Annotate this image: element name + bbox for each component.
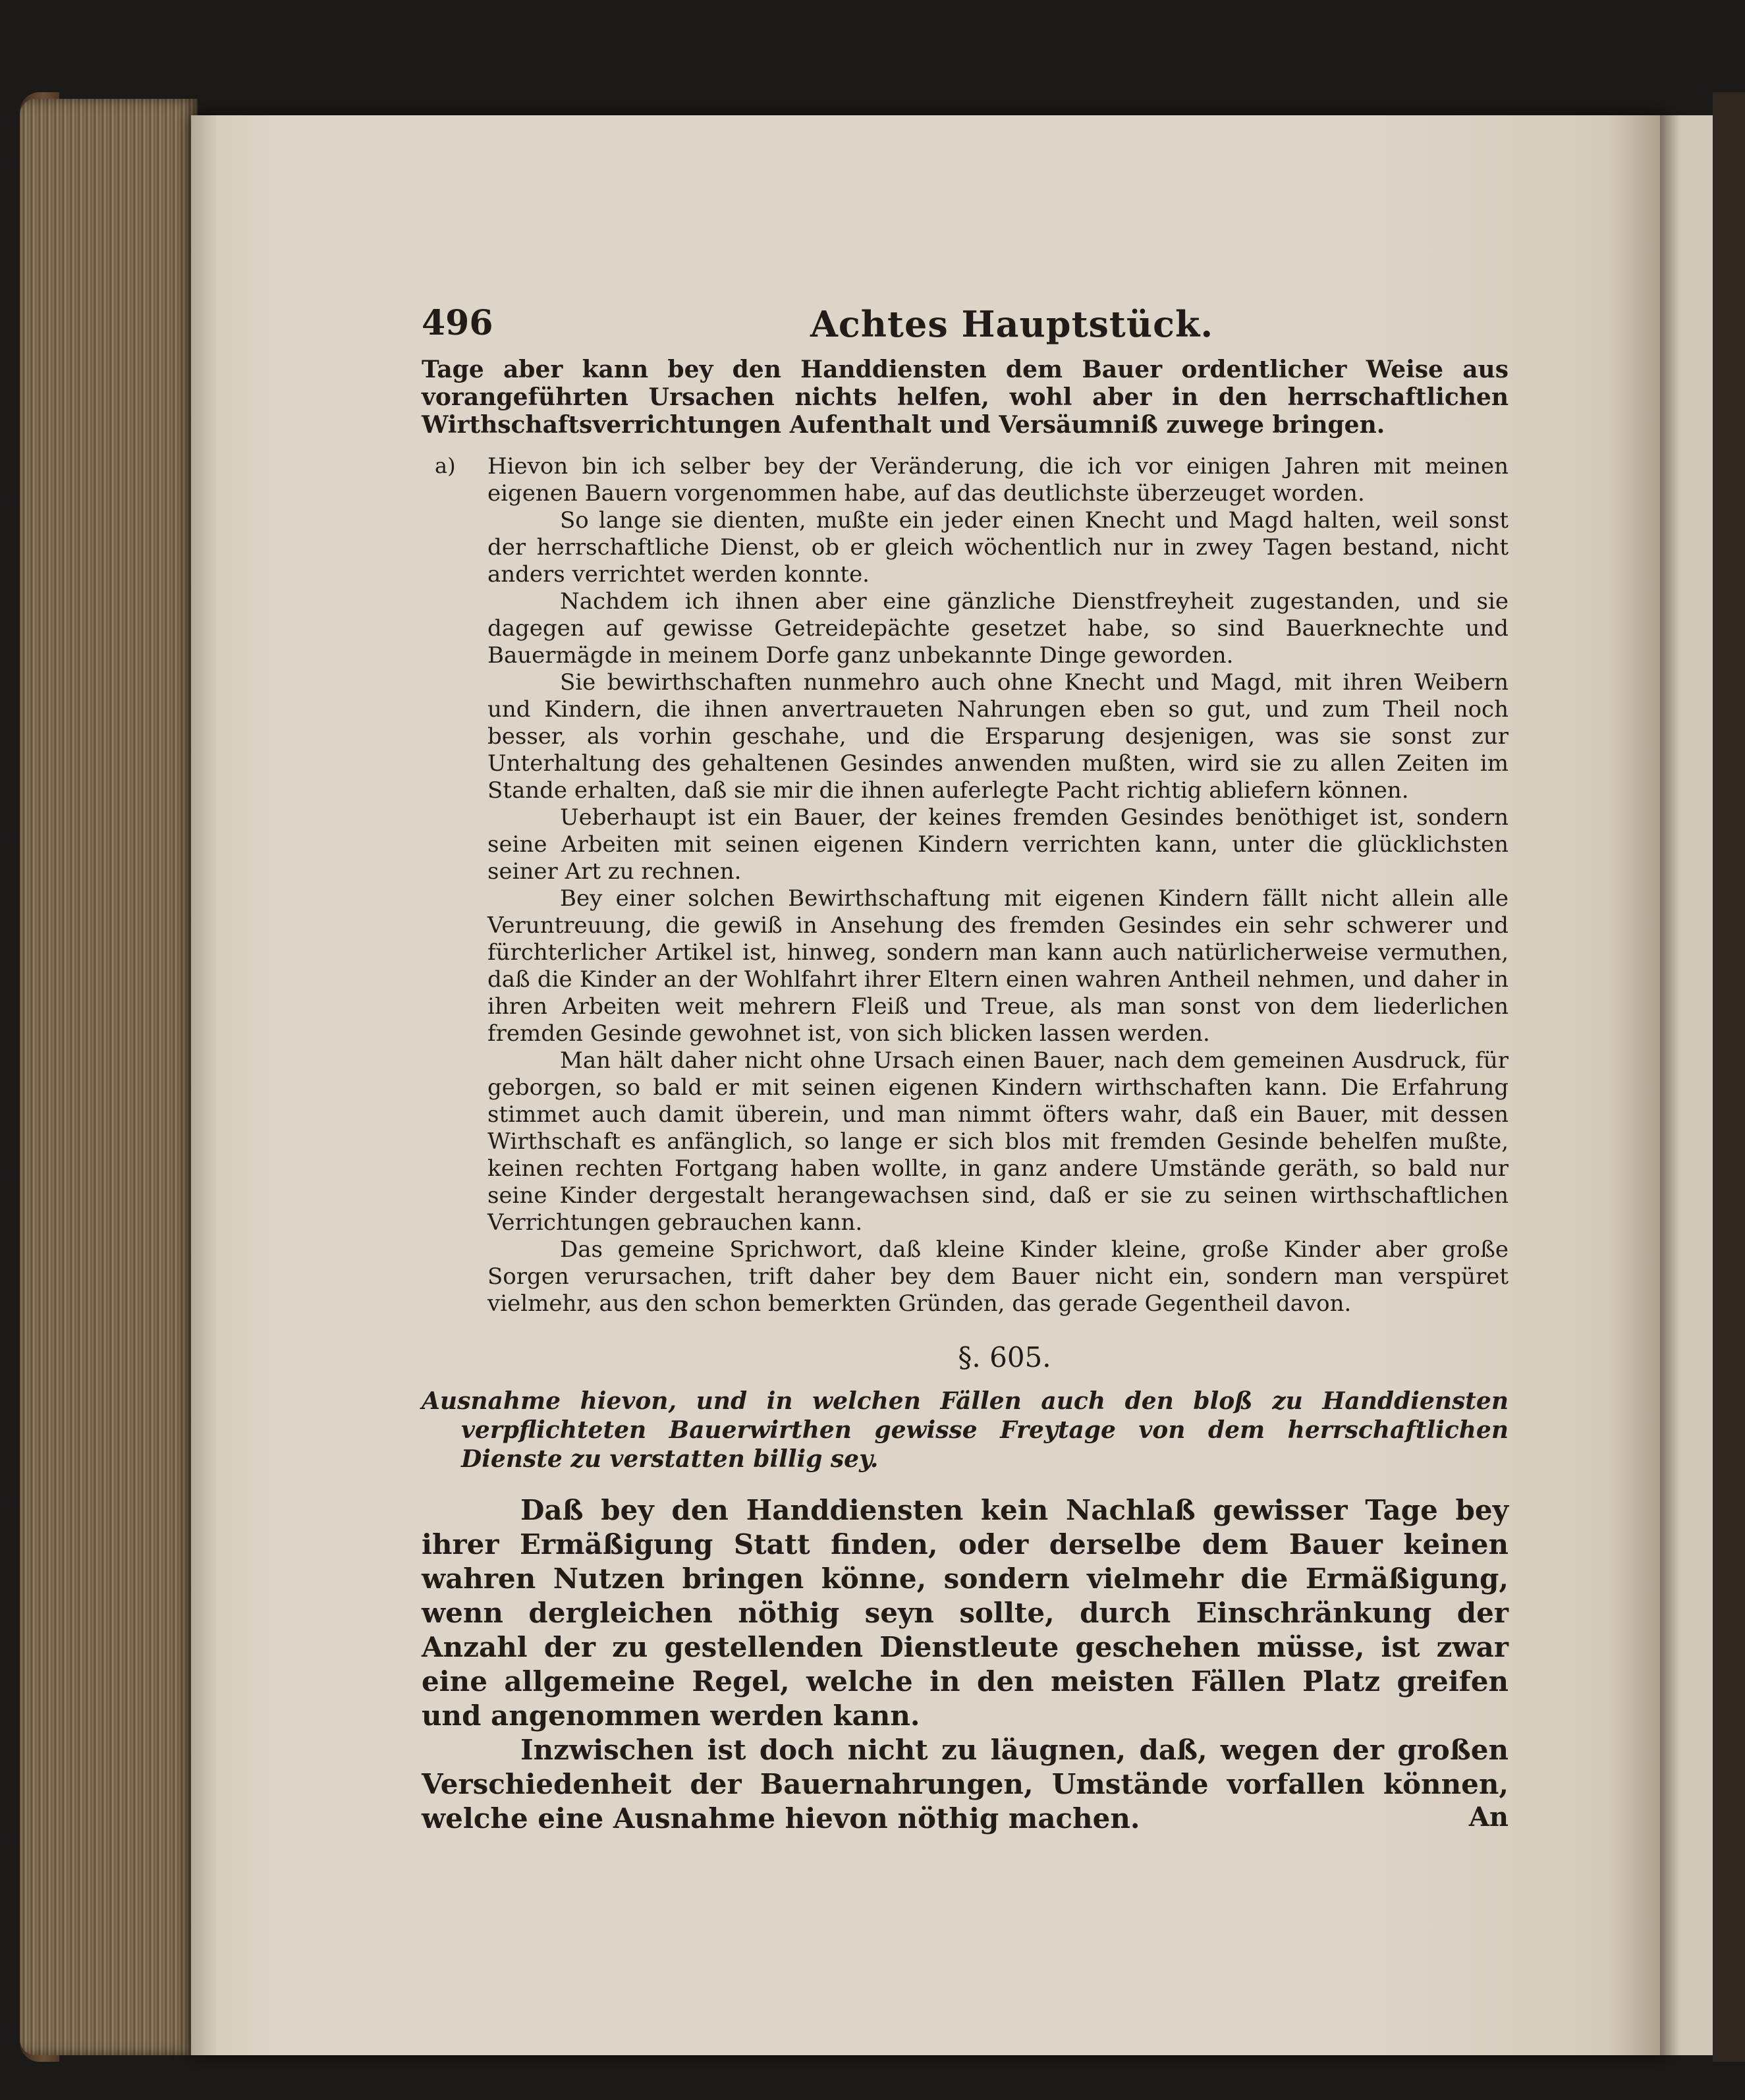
footnote-mark: a) [435,453,456,478]
section-summary: Ausnahme hievon, und in welchen Fällen auch den bloß zu Handdiensten verpflichteten Bauerwirthen gewisse Freytage von dem herrschaftlichen Dienste zu verstatten billig sey. [422,1387,1509,1473]
body-paragraph: Daß bey den Handdiensten kein Nachlaß gewisser Tage bey ihrer Ermäßigung Statt finden, oder derselbe dem Bauer keinen wahren Nutzen bringen könne, sondern vielmehr die Ermäßigung, wenn dergleichen nöthig seyn sollte, durch Einschränkung der Anzahl der zu gestellenden Dienstleute geschehen müsse, ist zwar eine allgemeine Regel, welche in den meisten Fällen Platz greifen und angenommen werden kann. [422,1494,1509,1732]
footnote-paragraph: So lange sie dienten, mußte ein jeder einen Knecht und Magd halten, weil sonst der herrschaftliche Dienst, ob er gleich wöchentlich nur in zwey Tagen bestand, nicht anders verrichtet werden konnte. [487,507,1509,588]
right-cover [1713,92,1745,2062]
footnote-paragraph: Das gemeine Sprichwort, daß kleine Kinder kleine, große Kinder aber große Sorgen verursachen, trift daher bey dem Bauer nicht ein, sondern man verspüret vielmehr, aus den schon bemerkten Gründen, das gerade Gegentheil davon. [487,1236,1509,1317]
footnote-paragraph: Hievon bin ich selber bey der Veränderung, die ich vor einigen Jahren mit meinen eigenen Bauern vorgenommen habe, auf das deutlichste überzeuget worden. [487,453,1509,507]
section-number: §. 605. [958,1341,1051,1373]
catchword: An [1468,1802,1509,1833]
footnote-paragraph: Ueberhaupt ist ein Bauer, der keines fremden Gesindes benöthiget ist, sondern seine Arbeiten mit seinen eigenen Kindern verrichten kann, unter die glücklichsten seiner Art zu rechnen. [487,804,1509,885]
footnote-paragraph: Bey einer solchen Bewirthschaftung mit eigenen Kindern fällt nicht allein alle Veruntreuung, die gewiß in Ansehung des fremden Gesindes ein sehr schwerer und fürchterlicher Artikel ist, hinweg, sondern man kann auch natürlicherweise vermuthen, daß die Kinder an der Wohlfahrt ihrer Eltern einen wahren Antheil nehmen, und daher in ihren Arbeiten weit mehrern Fleiß und Treue, als man sonst von dem liederlichen fremden Gesinde gewohnet ist, von sich blicken lassen werden. [487,885,1509,1047]
footnote [435,453,1509,1317]
footnote-paragraph: Nachdem ich ihnen aber eine gänzliche Dienstfreyheit zugestanden, und sie dagegen auf gewisse Getreidepächte gesetzet habe, so sind Bauerknechte und Bauermägde in meinem Dorfe ganz unbekannte Dinge geworden. [487,588,1509,669]
intro-paragraph: Tage aber kann bey den Handdiensten dem Bauer ordentlicher Weise aus vorangeführten Ursachen nichts helfen, wohl aber in den herrschaftlichen Wirthschaftsverrichtungen Aufenthalt und Versäumniß zuwege bringen. [422,356,1509,439]
page-header [422,303,1509,356]
footnote-paragraph: Man hält daher nicht ohne Ursach einen Bauer, nach dem gemeinen Ausdruck, für geborgen, so bald er mit seinen eigenen Kindern wirthschaften kann. Die Erfahrung stimmet auch damit überein, und man nimmt öfters wahr, daß ein Bauer, mit dessen Wirthschaft es anfänglich, so lange er sich blos mit fremden Gesinde behelfen mußte, keinen rechten Fortgang haben wollte, in ganz andere Umstände geräth, so bald nur seine Kinder dergestalt herangewachsen sind, daß er sie zu seinen wirthschaftlichen Verrichtungen gebrauchen kann. [487,1047,1509,1236]
page-number: 496 [422,303,493,343]
running-title: Achtes Hauptstück. [810,303,1214,345]
body-paragraph: Inzwischen ist doch nicht zu läugnen, daß, wegen der großen Verschiedenheit der Bauernahrungen, Umstände vorfallen können, welche eine Ausnahme hievon nöthig machen. [422,1734,1509,1835]
footnote-paragraph: Sie bewirthschaften nunmehro auch ohne Knecht und Magd, mit ihren Weibern und Kindern, die ihnen anvertraueten Nahrungen eben so gut, und zum Theil noch besser, als vorhin geschahe, und die Ersparung desjenigen, was sie sonst zur Unterhaltung des gehaltenen Gesindes anwenden mußten, wird sie zu allen Zeiten im Stande erhalten, daß sie mir die ihnen auferlegte Pacht richtig abliefern können. [487,669,1509,804]
page-edges [20,99,198,2055]
page-content [422,303,1509,1842]
